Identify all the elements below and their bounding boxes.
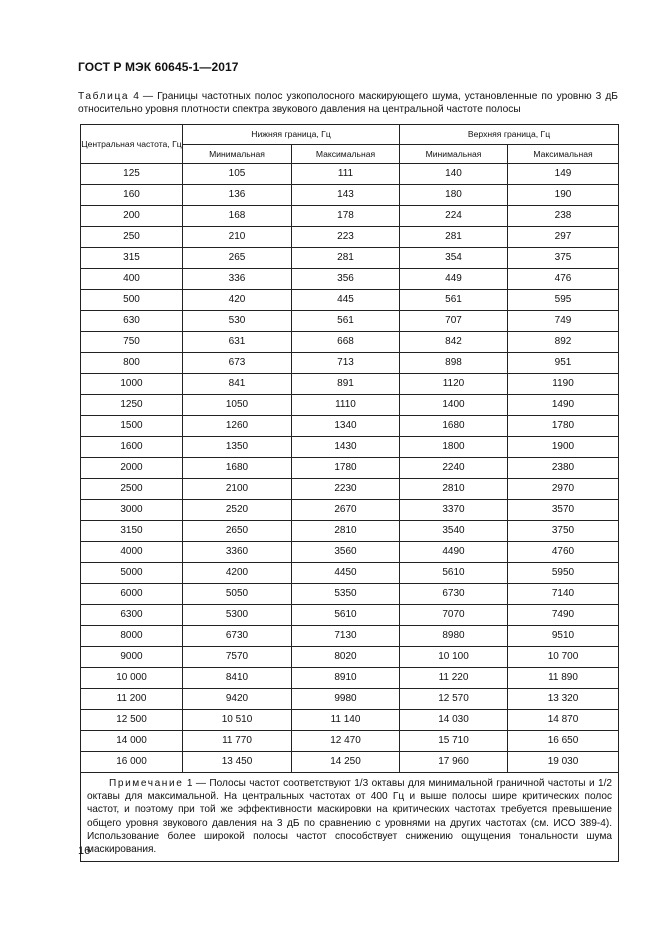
cell-center-frequency: 800 [81, 353, 183, 374]
table-row [81, 500, 619, 521]
cell-upper-min: 1800 [400, 437, 508, 458]
table-row [81, 416, 619, 437]
cell-upper-max: 1490 [508, 395, 619, 416]
cell-upper-max: 5950 [508, 563, 619, 584]
table-row [81, 206, 619, 227]
cell-upper-min: 3540 [400, 521, 508, 542]
cell-upper-min: 8980 [400, 626, 508, 647]
table-row [81, 227, 619, 248]
table-body [81, 164, 619, 773]
cell-center-frequency: 315 [81, 248, 183, 269]
cell-center-frequency: 4000 [81, 542, 183, 563]
table-row [81, 647, 619, 668]
cell-lower-max: 1340 [292, 416, 400, 437]
table-row [81, 185, 619, 206]
cell-upper-min: 1680 [400, 416, 508, 437]
cell-center-frequency: 8000 [81, 626, 183, 647]
cell-lower-min: 11 770 [183, 731, 292, 752]
cell-center-frequency: 125 [81, 164, 183, 185]
cell-lower-max: 1780 [292, 458, 400, 479]
caption-number: 4 [133, 91, 139, 102]
cell-center-frequency: 10 000 [81, 668, 183, 689]
cell-upper-max: 1780 [508, 416, 619, 437]
cell-upper-max: 10 700 [508, 647, 619, 668]
note-text: 1 — Полосы частот соответствуют 1/3 октавы для минимальной граничной частоты и 1/2 октавы для максимальной. На центральных частотах от 400 Гц и выше полосы шире критических полос частот, и поэтому при той же эффективности маскировки на критических частотах требуется превышение общего уровня звукового давления на 3 дБ по сравнению с уровнями на других частотах (см. ИСО 389-4). Использование более широкой полосы частот способствует снижению ощущения тональности шума маскирования. [87, 778, 613, 856]
note-label: Примечание [109, 778, 184, 789]
header-upper-min: Минимальная [400, 145, 508, 164]
cell-upper-min: 14 030 [400, 710, 508, 731]
cell-lower-max: 281 [292, 248, 400, 269]
cell-upper-min: 2240 [400, 458, 508, 479]
header-center-frequency: Центральная частота, Гц [81, 125, 183, 164]
cell-upper-min: 7070 [400, 605, 508, 626]
cell-lower-min: 168 [183, 206, 292, 227]
table-row [81, 584, 619, 605]
table-note [81, 773, 619, 862]
cell-center-frequency: 630 [81, 311, 183, 332]
cell-upper-max: 7140 [508, 584, 619, 605]
cell-upper-max: 9510 [508, 626, 619, 647]
cell-lower-max: 5350 [292, 584, 400, 605]
cell-center-frequency: 1600 [81, 437, 183, 458]
cell-upper-min: 3370 [400, 500, 508, 521]
cell-lower-min: 1260 [183, 416, 292, 437]
table-row [81, 689, 619, 710]
table-row [81, 437, 619, 458]
document-header: ГОСТ Р МЭК 60645-1—2017 [78, 60, 239, 74]
cell-lower-max: 2670 [292, 500, 400, 521]
cell-lower-max: 9980 [292, 689, 400, 710]
cell-upper-max: 951 [508, 353, 619, 374]
cell-upper-min: 1400 [400, 395, 508, 416]
table-row [81, 542, 619, 563]
cell-lower-max: 445 [292, 290, 400, 311]
cell-upper-max: 476 [508, 269, 619, 290]
cell-center-frequency: 3000 [81, 500, 183, 521]
cell-upper-min: 12 570 [400, 689, 508, 710]
cell-lower-min: 841 [183, 374, 292, 395]
cell-lower-max: 11 140 [292, 710, 400, 731]
cell-upper-max: 297 [508, 227, 619, 248]
table-row [81, 752, 619, 773]
cell-upper-max: 3570 [508, 500, 619, 521]
page-number: 16 [78, 845, 91, 857]
cell-lower-min: 136 [183, 185, 292, 206]
header-upper-max: Максимальная [508, 145, 619, 164]
table-row [81, 395, 619, 416]
cell-lower-min: 105 [183, 164, 292, 185]
cell-upper-min: 11 220 [400, 668, 508, 689]
cell-lower-max: 561 [292, 311, 400, 332]
cell-center-frequency: 11 200 [81, 689, 183, 710]
table-row [81, 164, 619, 185]
cell-upper-min: 10 100 [400, 647, 508, 668]
cell-center-frequency: 400 [81, 269, 183, 290]
cell-center-frequency: 160 [81, 185, 183, 206]
cell-center-frequency: 2500 [81, 479, 183, 500]
cell-lower-max: 14 250 [292, 752, 400, 773]
header-lower-max: Максимальная [292, 145, 400, 164]
cell-lower-min: 265 [183, 248, 292, 269]
table-row [81, 332, 619, 353]
cell-lower-max: 1110 [292, 395, 400, 416]
cell-upper-min: 1120 [400, 374, 508, 395]
cell-upper-max: 11 890 [508, 668, 619, 689]
cell-lower-min: 2650 [183, 521, 292, 542]
cell-lower-min: 336 [183, 269, 292, 290]
cell-lower-min: 5300 [183, 605, 292, 626]
cell-lower-max: 223 [292, 227, 400, 248]
cell-upper-max: 1900 [508, 437, 619, 458]
cell-upper-max: 190 [508, 185, 619, 206]
cell-upper-min: 140 [400, 164, 508, 185]
cell-lower-max: 5610 [292, 605, 400, 626]
table-row [81, 479, 619, 500]
cell-lower-min: 1680 [183, 458, 292, 479]
cell-upper-max: 16 650 [508, 731, 619, 752]
cell-lower-max: 891 [292, 374, 400, 395]
caption-label: Таблица [78, 91, 130, 102]
cell-lower-min: 5050 [183, 584, 292, 605]
cell-center-frequency: 6300 [81, 605, 183, 626]
table-row [81, 731, 619, 752]
table-row [81, 563, 619, 584]
cell-lower-max: 2230 [292, 479, 400, 500]
cell-center-frequency: 200 [81, 206, 183, 227]
cell-upper-max: 2380 [508, 458, 619, 479]
cell-lower-min: 4200 [183, 563, 292, 584]
cell-lower-max: 4450 [292, 563, 400, 584]
cell-lower-max: 143 [292, 185, 400, 206]
cell-lower-min: 8410 [183, 668, 292, 689]
table-row [81, 710, 619, 731]
caption-text: — Границы частотных полос узкополосного маскирующего шума, установленные по уровню 3 дБ относительно уровня плотности спектра звукового давления на центральной частоте полосы [78, 91, 618, 115]
cell-upper-max: 375 [508, 248, 619, 269]
cell-upper-min: 449 [400, 269, 508, 290]
table-row [81, 458, 619, 479]
cell-lower-min: 530 [183, 311, 292, 332]
cell-upper-min: 180 [400, 185, 508, 206]
cell-lower-max: 8910 [292, 668, 400, 689]
table-row [81, 521, 619, 542]
cell-lower-max: 178 [292, 206, 400, 227]
cell-lower-max: 12 470 [292, 731, 400, 752]
cell-upper-max: 238 [508, 206, 619, 227]
cell-lower-min: 631 [183, 332, 292, 353]
cell-upper-max: 749 [508, 311, 619, 332]
cell-center-frequency: 5000 [81, 563, 183, 584]
cell-center-frequency: 9000 [81, 647, 183, 668]
header-lower-min: Минимальная [183, 145, 292, 164]
header-upper-limit: Верхняя граница, Гц [400, 125, 619, 145]
cell-lower-max: 7130 [292, 626, 400, 647]
cell-center-frequency: 2000 [81, 458, 183, 479]
cell-upper-min: 281 [400, 227, 508, 248]
cell-lower-max: 8020 [292, 647, 400, 668]
cell-lower-min: 420 [183, 290, 292, 311]
cell-center-frequency: 3150 [81, 521, 183, 542]
cell-lower-min: 2100 [183, 479, 292, 500]
cell-upper-max: 13 320 [508, 689, 619, 710]
table-row [81, 248, 619, 269]
table-row [81, 374, 619, 395]
cell-lower-min: 7570 [183, 647, 292, 668]
cell-lower-min: 9420 [183, 689, 292, 710]
cell-upper-max: 7490 [508, 605, 619, 626]
cell-upper-max: 595 [508, 290, 619, 311]
cell-lower-min: 2520 [183, 500, 292, 521]
cell-center-frequency: 6000 [81, 584, 183, 605]
cell-center-frequency: 12 500 [81, 710, 183, 731]
cell-upper-min: 561 [400, 290, 508, 311]
cell-upper-min: 354 [400, 248, 508, 269]
cell-center-frequency: 250 [81, 227, 183, 248]
table-row [81, 269, 619, 290]
cell-upper-min: 707 [400, 311, 508, 332]
cell-upper-min: 15 710 [400, 731, 508, 752]
cell-lower-min: 6730 [183, 626, 292, 647]
cell-lower-max: 111 [292, 164, 400, 185]
frequency-bands-table [80, 124, 619, 862]
cell-lower-min: 673 [183, 353, 292, 374]
cell-upper-min: 5610 [400, 563, 508, 584]
cell-lower-min: 13 450 [183, 752, 292, 773]
cell-lower-min: 10 510 [183, 710, 292, 731]
cell-center-frequency: 750 [81, 332, 183, 353]
cell-upper-max: 14 870 [508, 710, 619, 731]
cell-lower-min: 1350 [183, 437, 292, 458]
table-row [81, 311, 619, 332]
cell-upper-min: 842 [400, 332, 508, 353]
cell-center-frequency: 16 000 [81, 752, 183, 773]
cell-upper-min: 17 960 [400, 752, 508, 773]
header-lower-limit: Нижняя граница, Гц [183, 125, 400, 145]
cell-upper-max: 892 [508, 332, 619, 353]
cell-upper-max: 19 030 [508, 752, 619, 773]
table-row [81, 668, 619, 689]
cell-upper-max: 1190 [508, 374, 619, 395]
table-row [81, 626, 619, 647]
table-row [81, 290, 619, 311]
cell-center-frequency: 1500 [81, 416, 183, 437]
cell-upper-min: 224 [400, 206, 508, 227]
cell-upper-max: 4760 [508, 542, 619, 563]
cell-upper-min: 898 [400, 353, 508, 374]
cell-upper-min: 6730 [400, 584, 508, 605]
cell-upper-max: 149 [508, 164, 619, 185]
cell-center-frequency: 14 000 [81, 731, 183, 752]
cell-lower-max: 356 [292, 269, 400, 290]
table-caption [78, 90, 618, 116]
cell-upper-min: 4490 [400, 542, 508, 563]
cell-upper-max: 3750 [508, 521, 619, 542]
cell-lower-max: 2810 [292, 521, 400, 542]
cell-lower-max: 668 [292, 332, 400, 353]
table-row [81, 605, 619, 626]
cell-center-frequency: 1250 [81, 395, 183, 416]
cell-lower-max: 1430 [292, 437, 400, 458]
cell-center-frequency: 1000 [81, 374, 183, 395]
cell-lower-min: 1050 [183, 395, 292, 416]
cell-lower-max: 3560 [292, 542, 400, 563]
cell-lower-min: 210 [183, 227, 292, 248]
cell-lower-max: 713 [292, 353, 400, 374]
cell-center-frequency: 500 [81, 290, 183, 311]
cell-upper-min: 2810 [400, 479, 508, 500]
table-row [81, 353, 619, 374]
cell-lower-min: 3360 [183, 542, 292, 563]
cell-upper-max: 2970 [508, 479, 619, 500]
